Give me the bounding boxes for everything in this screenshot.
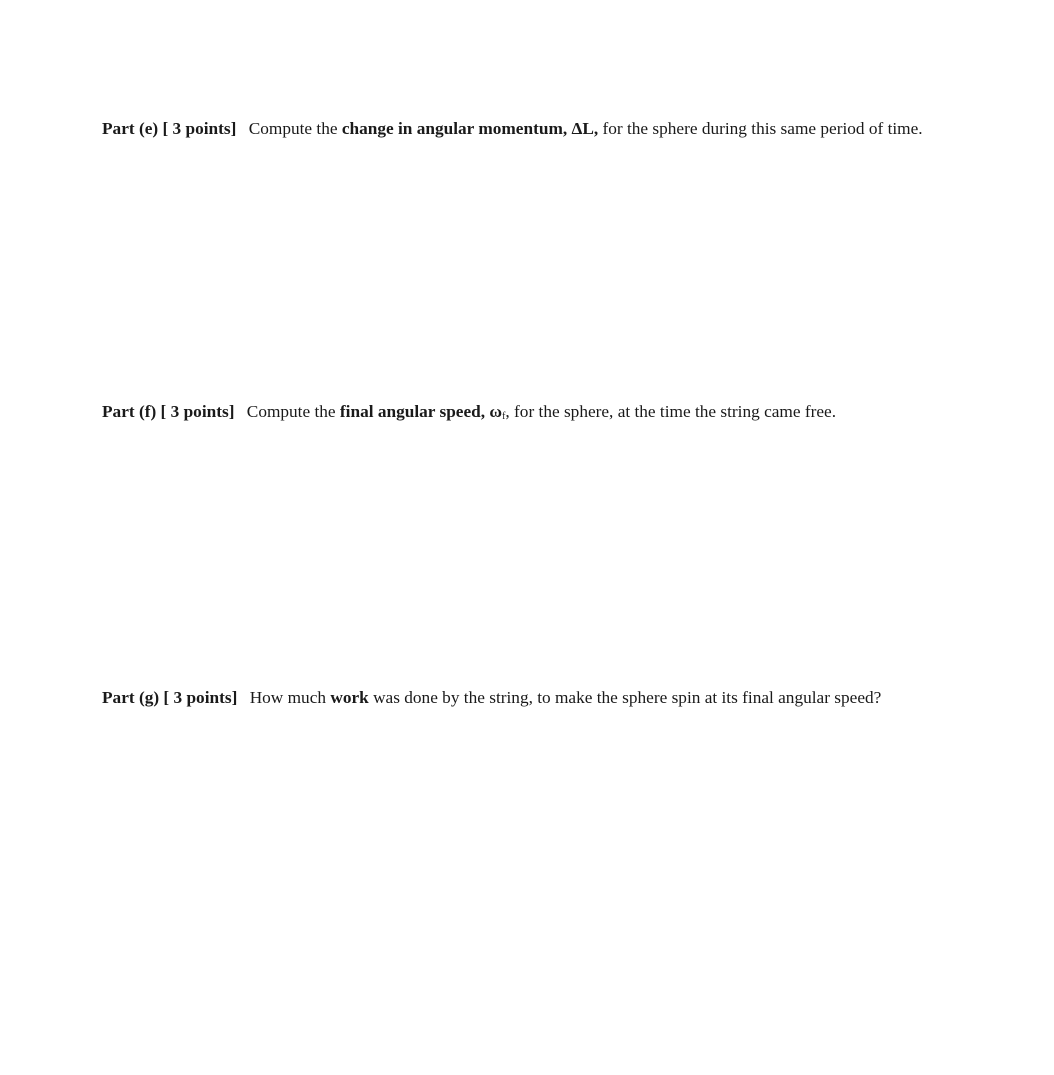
question-key-term: final angular speed,	[339, 402, 486, 421]
question-text: Compute the	[248, 119, 338, 138]
question-key-term: change in angular momentum, ΔL,	[341, 119, 599, 138]
question-label: Part (f) [ 3 points]	[102, 402, 235, 421]
question-text: Compute the	[246, 402, 336, 421]
question-text: How much	[249, 688, 327, 707]
question-text: was done by the string, to make the sphere spin at its final angular speed?	[373, 688, 882, 707]
question-label: Part (e) [ 3 points]	[102, 119, 237, 138]
question-text: for the sphere during this same period of time.	[602, 119, 923, 138]
omega-subscript: f	[502, 411, 506, 422]
question-text: , for the sphere, at the time the string came free.	[505, 402, 837, 421]
question-part-e	[102, 119, 932, 139]
question-part-f	[102, 402, 932, 422]
question-key-term: work	[330, 688, 369, 707]
question-label: Part (g) [ 3 points]	[102, 688, 238, 707]
question-part-g	[102, 688, 932, 708]
omega-symbol: ω	[489, 402, 503, 421]
